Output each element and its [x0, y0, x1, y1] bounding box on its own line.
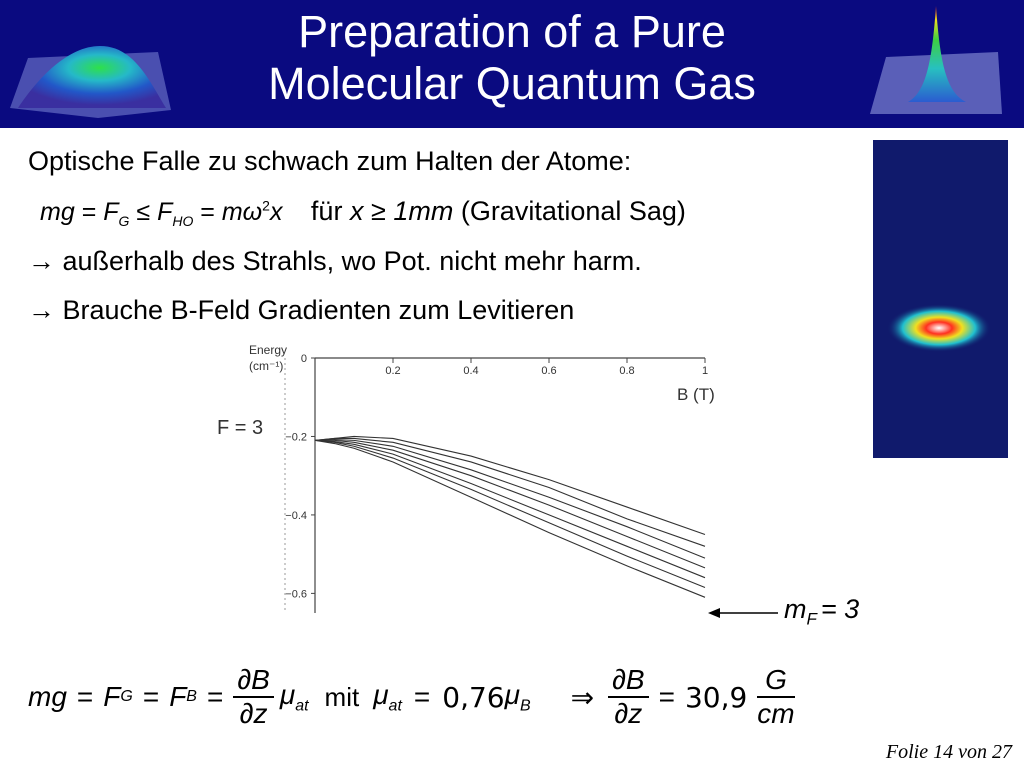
absorption-image: [873, 140, 1008, 458]
title-bar: [0, 0, 1024, 128]
gradient-fraction: $\frac{\partial B}{\partial z}$: [233, 664, 274, 730]
energy-vs-field-chart: [205, 338, 725, 623]
series-line-1: [315, 436, 705, 534]
series-line-4: [315, 440, 705, 568]
x-tick-label: 0.2: [385, 365, 401, 377]
gravity-sag-line: mg = $F_G \le F_{HO} = m\omega^2x$ für x ≥ 1mm (Gravitational Sag): [40, 196, 686, 229]
bec-peak-image: [868, 2, 1004, 118]
text-line-trap-too-weak: Optische Falle zu schwach zum Halten der Atome:: [28, 146, 632, 176]
mf-annotation: $m_F = 3$: [784, 594, 860, 629]
x-tick-label: 0.6: [541, 365, 557, 377]
y-tick-label: −0.4: [285, 509, 307, 522]
chart-f-label: F = 3: [217, 417, 264, 439]
y-tick-label: −0.2: [285, 431, 307, 444]
arrow-icon: [708, 603, 780, 623]
y-tick-label: 0: [300, 353, 307, 365]
page-title: Preparation of a Pure Molecular Quantum Gas: [268, 6, 756, 109]
levitation-equation: mg = F G = F B = $\frac{\partial B}{\partial z}$ $\mu_{at}$ mit $\mu_{at}$ = 0,76 $\mu_B$ ⇒ $\frac{\partial B}{\partial z}$ = 30,9 $\frac{G}{cm}$: [28, 664, 795, 729]
chart-ylabel: Energy: [249, 343, 288, 357]
x-tick-label: 1: [701, 365, 709, 377]
chart-xlabel: B (T): [677, 385, 715, 404]
slide-number: Folie 14 von 27: [885, 741, 1012, 763]
text-line-outside-beam: → außerhalb des Strahls, wo Pot. nicht mehr harm.: [28, 246, 642, 276]
series-line-5: [315, 440, 705, 577]
x-tick-label: 0.8: [619, 365, 635, 377]
text-line-b-gradient: → Brauche B-Feld Gradienten zum Levitieren: [28, 295, 575, 325]
thermal-cloud-image: [8, 38, 173, 120]
x-tick-label: 0.4: [463, 365, 479, 377]
result-gradient-fraction: $\frac{\partial B}{\partial z}$: [608, 664, 649, 730]
y-tick-label: −0.6: [285, 588, 307, 601]
unit-fraction: $\frac{G}{cm}$: [757, 664, 795, 729]
series-line-7: [315, 440, 705, 597]
eq1-formula: mg = $F_G \le F_{HO} = m\omega^2x$: [40, 197, 283, 229]
chart-ylabel-unit: (cm⁻¹): [249, 359, 284, 373]
